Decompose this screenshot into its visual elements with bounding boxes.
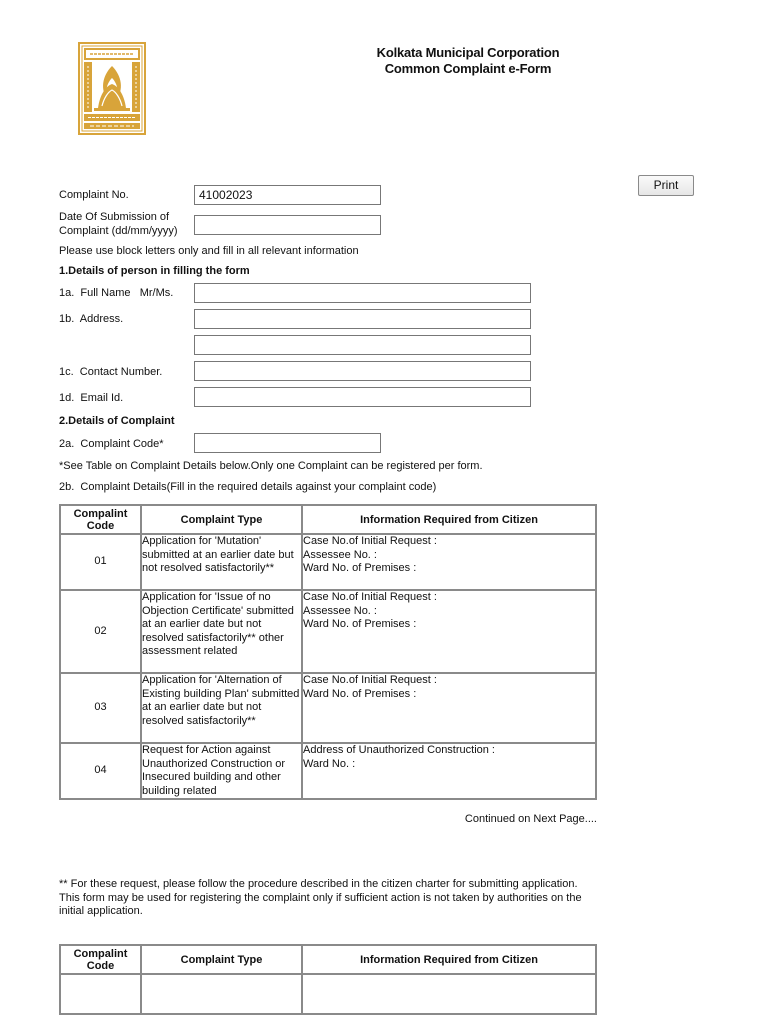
date-of-submission-field[interactable] [194, 215, 381, 235]
contact-number-label: 1c. Contact Number. [59, 366, 163, 378]
row-type: Application for 'Issue of no Objection Certificate' submitted at an earlier date but not resolved satisfactorily** other assessment related [141, 590, 302, 673]
footnote: ** For these request, please follow the procedure described in the citizen charter for submitting application. This form may be used for registering the complaint only if sufficient action is not taken by authorities on the initial application. [59, 878, 582, 917]
kmc-emblem-logo [78, 42, 146, 135]
see-table-note: *See Table on Complaint Details below.Only one Complaint can be registered per form. [59, 460, 483, 472]
row-type: Application for 'Alternation of Existing building Plan' submitted at an earlier date but not resolved satisfactorily** [141, 673, 302, 743]
row-code: 02 [60, 590, 141, 673]
row-type: Request for Action against Unauthorized Construction or Insecured building and other building related [141, 743, 302, 799]
table-row [60, 974, 596, 1014]
row-info: Case No.of Initial Request : Assessee No. : Ward No. of Premises : [302, 590, 596, 673]
table-row [60, 590, 596, 673]
row-type: Application for 'Mutation' submitted at an earlier date but not resolved satisfactorily** [141, 534, 302, 590]
header-type: Complaint Type [141, 505, 302, 534]
complaint-code-field[interactable] [194, 433, 381, 453]
email-label: 1d. Email Id. [59, 392, 124, 404]
address-field-line1[interactable] [194, 309, 531, 329]
org-title: Kolkata Municipal Corporation [376, 45, 560, 60]
table-header-row [60, 505, 596, 534]
row-code: 01 [60, 534, 141, 590]
table-header-row [60, 945, 596, 974]
table-row [60, 743, 596, 799]
instruction-text: Please use block letters only and fill in all relevant information [59, 245, 359, 257]
contact-number-field[interactable] [194, 361, 531, 381]
header-code: Compalint Code [60, 505, 141, 534]
date-label-line1: Date Of Submission of [59, 211, 170, 223]
header-info: Information Required from Citizen [302, 945, 596, 974]
header-info: Information Required from Citizen [302, 505, 596, 534]
section-2-heading: 2.Details of Complaint [59, 415, 175, 427]
section-1-heading: 1.Details of person in filling the form [59, 265, 250, 277]
row-code: 04 [60, 743, 141, 799]
full-name-field[interactable] [194, 283, 531, 303]
complaint-code-label: 2a. Complaint Code* [59, 438, 164, 450]
row-info: Address of Unauthorized Construction : Ward No. : [302, 743, 596, 799]
complaint-details-table-continued [59, 944, 597, 1015]
complaint-no-label: Complaint No. [59, 189, 129, 201]
header-type: Complaint Type [141, 945, 302, 974]
complaint-details-label: 2b. Complaint Details(Fill in the required details against your complaint code) [59, 481, 437, 493]
row-info: Case No.of Initial Request : Assessee No. : Ward No. of Premises : [302, 534, 596, 590]
address-field-line2[interactable] [194, 335, 531, 355]
full-name-label: 1a. Full Name Mr/Ms. [59, 287, 174, 299]
table-row [60, 673, 596, 743]
table-row [60, 534, 596, 590]
form-title: Common Complaint e-Form [384, 61, 552, 76]
continued-note: Continued on Next Page.... [464, 813, 597, 825]
row-info: Case No.of Initial Request : Ward No. of Premises : [302, 673, 596, 743]
address-label: 1b. Address. [59, 313, 124, 325]
complaint-details-table [59, 504, 597, 800]
complaint-no-field[interactable] [194, 185, 381, 205]
row-code: 03 [60, 673, 141, 743]
print-button[interactable]: Print [638, 175, 694, 196]
header-code: Compalint Code [60, 945, 141, 974]
email-field[interactable] [194, 387, 531, 407]
date-label-line2: Complaint (dd/mm/yyyy) [59, 225, 178, 237]
